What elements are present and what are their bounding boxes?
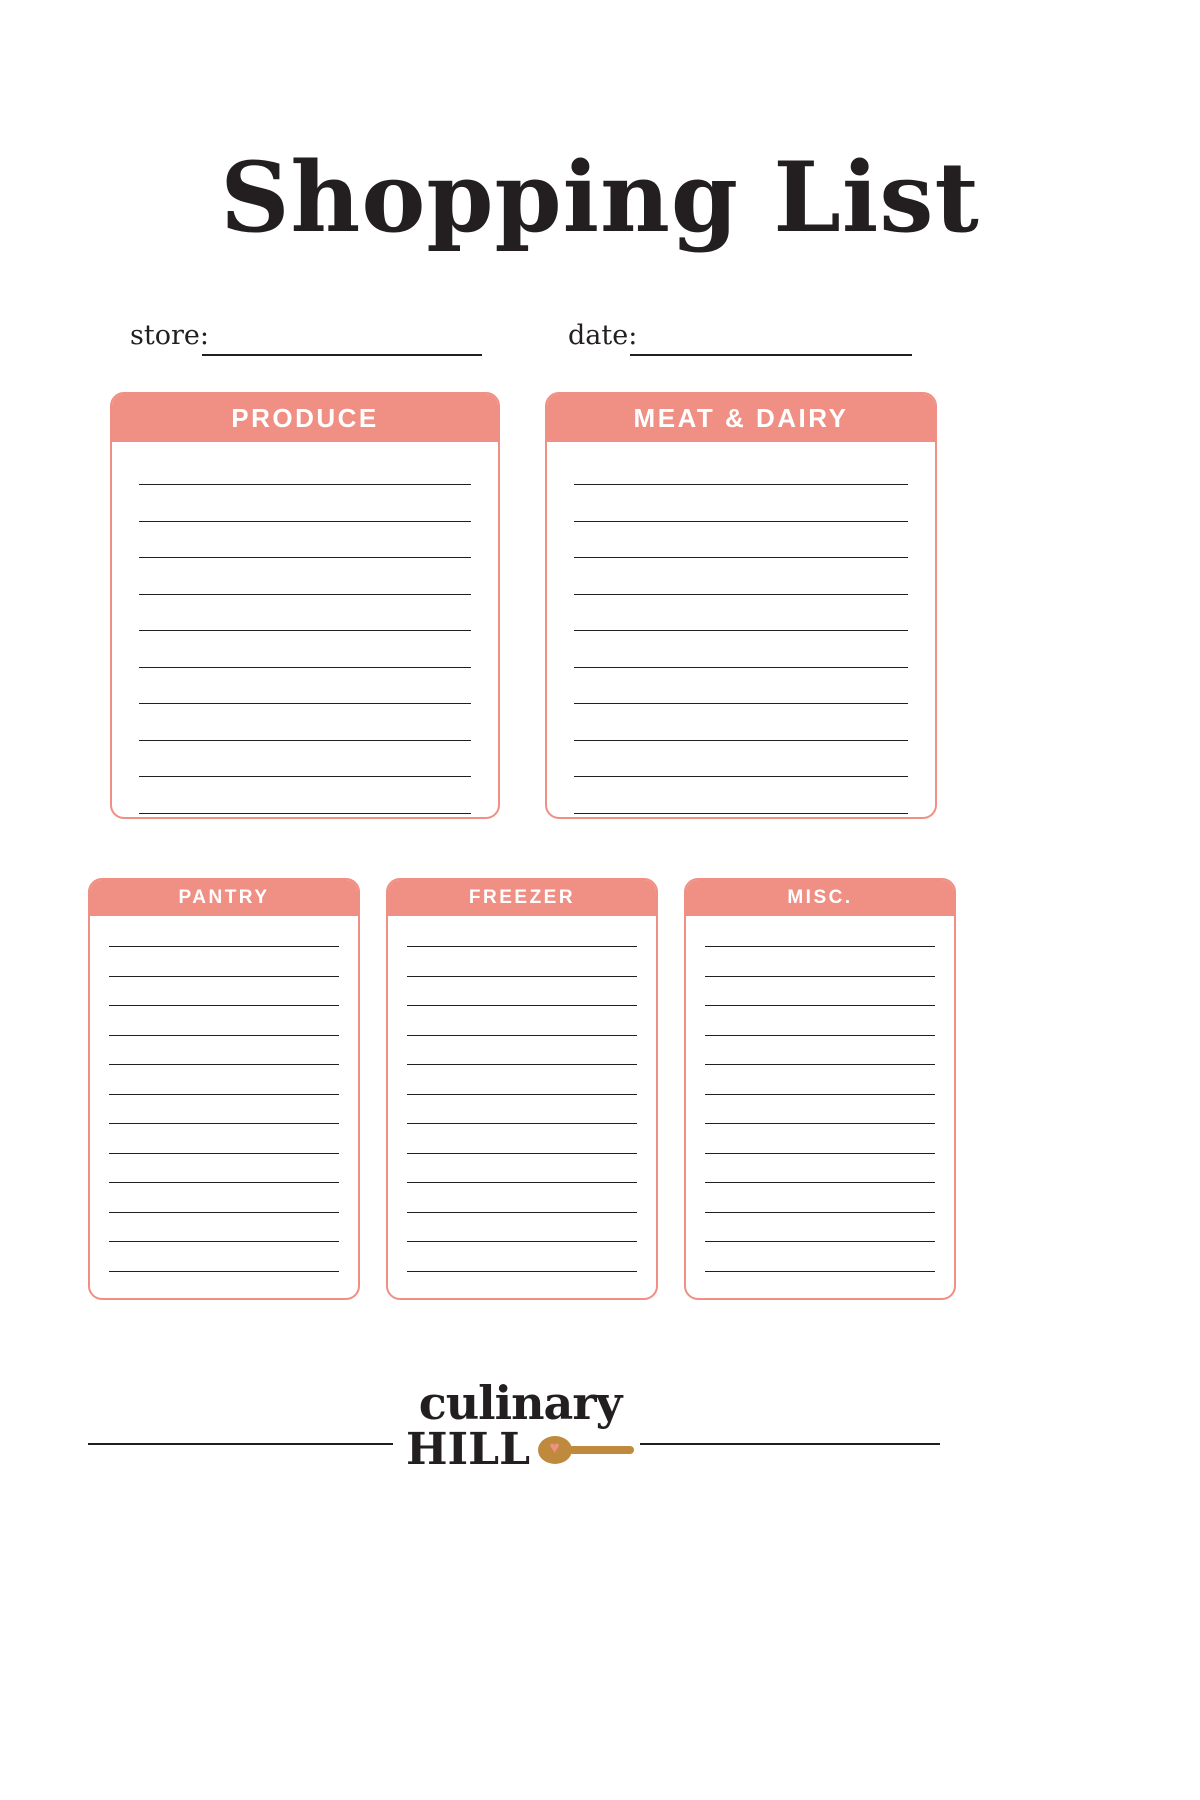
write-line[interactable] xyxy=(574,557,908,558)
write-line[interactable] xyxy=(407,976,637,977)
write-line[interactable] xyxy=(139,594,471,595)
store-label: store: xyxy=(130,320,209,351)
category-card-freezer xyxy=(386,878,658,1300)
write-line[interactable] xyxy=(139,776,471,777)
write-line[interactable] xyxy=(139,630,471,631)
write-line[interactable] xyxy=(407,1212,637,1213)
write-line[interactable] xyxy=(139,557,471,558)
write-line[interactable] xyxy=(705,1241,935,1242)
brand-name-bottom: HILL xyxy=(405,1424,531,1475)
write-line[interactable] xyxy=(109,946,339,947)
date-input-line[interactable] xyxy=(630,354,912,356)
write-line[interactable] xyxy=(574,776,908,777)
category-card-meat-dairy xyxy=(545,392,937,819)
write-line[interactable] xyxy=(109,1094,339,1095)
brand-name-top: culinary xyxy=(418,1376,622,1430)
write-line[interactable] xyxy=(109,1035,339,1036)
spoon-icon xyxy=(538,1433,634,1467)
write-line[interactable] xyxy=(139,703,471,704)
write-line[interactable] xyxy=(109,1241,339,1242)
write-line[interactable] xyxy=(407,1094,637,1095)
brand-logo xyxy=(395,1376,645,1510)
write-line[interactable] xyxy=(705,1064,935,1065)
write-line[interactable] xyxy=(407,946,637,947)
write-line[interactable] xyxy=(705,1005,935,1006)
write-line[interactable] xyxy=(139,813,471,814)
write-line[interactable] xyxy=(109,1153,339,1154)
write-line[interactable] xyxy=(407,1271,637,1272)
write-line[interactable] xyxy=(407,1064,637,1065)
category-header-freezer: FREEZER xyxy=(388,880,656,916)
category-header-produce: PRODUCE xyxy=(112,394,498,442)
write-line[interactable] xyxy=(574,813,908,814)
meta-fields-row xyxy=(130,318,1070,358)
write-line[interactable] xyxy=(574,667,908,668)
write-line[interactable] xyxy=(705,1212,935,1213)
write-line[interactable] xyxy=(109,1005,339,1006)
footer xyxy=(0,1376,1200,1510)
write-line[interactable] xyxy=(109,1182,339,1183)
write-line[interactable] xyxy=(139,667,471,668)
write-line[interactable] xyxy=(574,703,908,704)
date-label: date: xyxy=(568,320,638,351)
category-header-pantry: PANTRY xyxy=(90,880,358,916)
write-line[interactable] xyxy=(109,1064,339,1065)
write-line[interactable] xyxy=(705,1182,935,1183)
footer-divider-left xyxy=(88,1443,393,1445)
write-line[interactable] xyxy=(705,946,935,947)
write-line[interactable] xyxy=(574,521,908,522)
write-line[interactable] xyxy=(407,1153,637,1154)
write-line[interactable] xyxy=(705,1123,935,1124)
write-line[interactable] xyxy=(705,1271,935,1272)
category-header-misc: MISC. xyxy=(686,880,954,916)
write-line[interactable] xyxy=(407,1241,637,1242)
write-line[interactable] xyxy=(407,1035,637,1036)
write-line[interactable] xyxy=(109,976,339,977)
write-line[interactable] xyxy=(705,1094,935,1095)
category-header-meat-dairy: MEAT & DAIRY xyxy=(547,394,935,442)
write-line[interactable] xyxy=(109,1271,339,1272)
category-card-pantry xyxy=(88,878,360,1300)
write-line[interactable] xyxy=(705,1035,935,1036)
write-line[interactable] xyxy=(574,484,908,485)
write-line[interactable] xyxy=(407,1123,637,1124)
write-line[interactable] xyxy=(109,1123,339,1124)
write-line[interactable] xyxy=(407,1005,637,1006)
page-title: Shopping List xyxy=(220,141,980,254)
write-line[interactable] xyxy=(139,484,471,485)
write-line[interactable] xyxy=(574,740,908,741)
footer-divider-right xyxy=(640,1443,940,1445)
write-line[interactable] xyxy=(705,976,935,977)
write-line[interactable] xyxy=(574,594,908,595)
category-card-produce xyxy=(110,392,500,819)
write-line[interactable] xyxy=(109,1212,339,1213)
category-card-misc xyxy=(684,878,956,1300)
store-input-line[interactable] xyxy=(202,354,482,356)
write-line[interactable] xyxy=(139,521,471,522)
write-line[interactable] xyxy=(139,740,471,741)
write-line[interactable] xyxy=(407,1182,637,1183)
write-line[interactable] xyxy=(705,1153,935,1154)
heart-icon: ♥ xyxy=(549,1438,560,1457)
write-line[interactable] xyxy=(574,630,908,631)
